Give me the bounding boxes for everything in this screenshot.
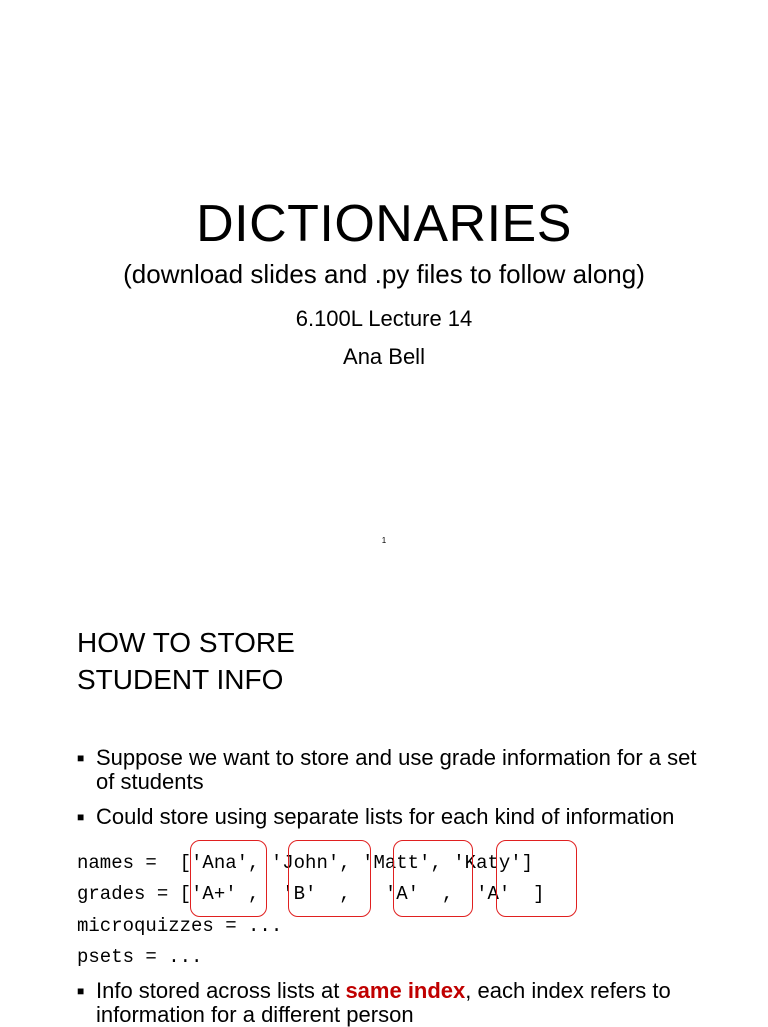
bullet-text: Suppose we want to store and use grade information for a set of students [96, 745, 697, 794]
page-number: 1 [381, 536, 387, 545]
bullet-text [77, 979, 717, 1027]
bullet-text: Could store using separate lists for each kind of information [96, 804, 675, 829]
bullet-square-icon: ■ [77, 751, 85, 765]
bullet-item [77, 746, 717, 794]
bullet-square-icon: ■ [77, 810, 85, 824]
bullet-text-pre: Info stored across lists at [96, 978, 346, 1003]
author-name: Ana Bell [343, 344, 425, 369]
index-highlight-box [393, 840, 473, 917]
bullet-item [77, 979, 717, 1027]
content-slide [0, 560, 768, 1027]
bullet-item [77, 805, 717, 829]
slide2-title [77, 624, 295, 698]
code-line-microquizzes: microquizzes = ... [77, 915, 283, 937]
slide2-title-line1: HOW TO STORE [77, 627, 295, 658]
code-line-names: names = ['Ana', 'John', 'Matt', 'Katy'] [77, 852, 534, 874]
index-highlight-box [190, 840, 267, 917]
slide-title: DICTIONARIES [196, 195, 572, 253]
bullet-text-post: , each index refers to information for a different person [96, 978, 671, 1027]
index-highlight-box [496, 840, 577, 917]
bullet-square-icon: ■ [77, 984, 85, 998]
code-line-psets: psets = ... [77, 946, 203, 968]
slide-subtitle: (download slides and .py files to follow along) [123, 259, 645, 289]
highlight-same-index: same index [345, 978, 466, 1003]
slide2-title-line2: STUDENT INFO [77, 664, 284, 695]
code-line-grades: grades = ['A+' , 'B' , 'A' , 'A' ] [77, 883, 545, 905]
index-highlight-box [288, 840, 371, 917]
lecture-label: 6.100L Lecture 14 [295, 306, 473, 331]
